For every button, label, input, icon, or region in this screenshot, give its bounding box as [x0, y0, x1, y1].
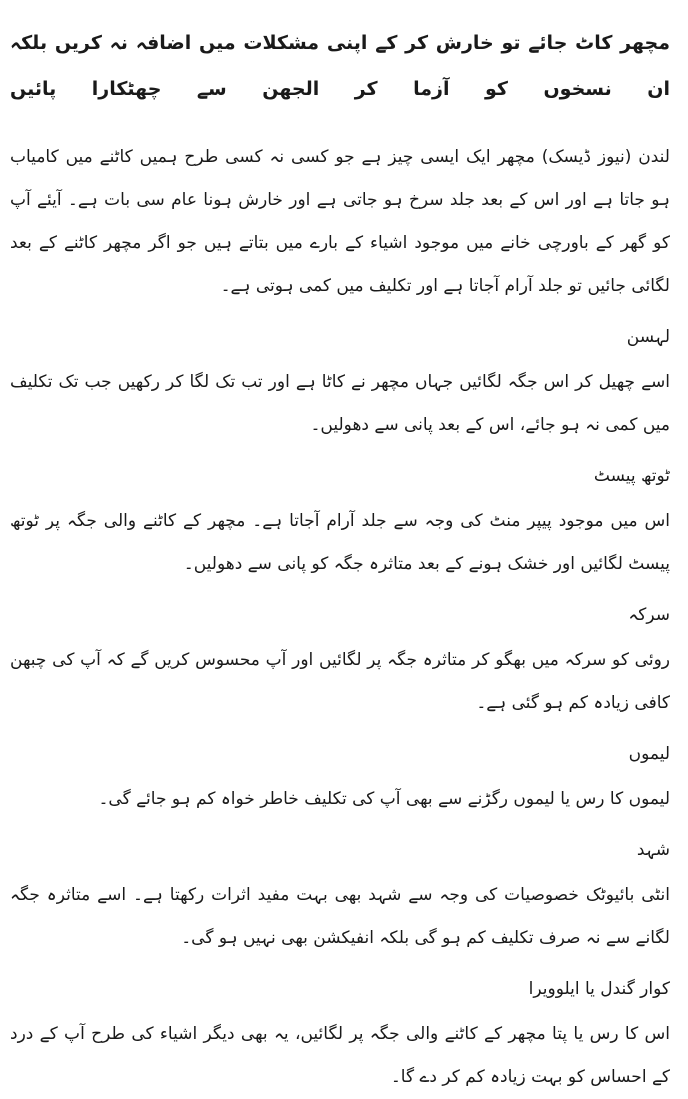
- remedy-body-aloe-vera: اس کا رس یا پتا مچھر کے کاٹنے والی جگہ پر لگائیں، یہ بھی دیگر اشیاء کی طرح آپ کے درد کے احساس کو بہت زیادہ کم کر دے گا۔: [10, 1024, 670, 1087]
- remedy-heading-toothpaste: ٹوتھ پیسٹ: [593, 466, 670, 486]
- remedy-heading-lemon: لیموں: [628, 744, 670, 764]
- remedy-body-lemon: لیموں کا رس یا لیموں رگڑنے سے بھی آپ کی تکلیف خاطر خواہ کم ہو جائے گی۔: [98, 789, 670, 809]
- article-headline: مچھر کاٹ جائے تو خارش کر کے اپنی مشکلات میں اضافہ نہ کریں بلکہ ان نسخوں کو آزما کر الجھن سے چھٹکارا پائیں: [10, 32, 670, 100]
- remedy-body-vinegar: روئی کو سرکہ میں بھگو کر متاثرہ جگہ پر لگائیں اور آپ محسوس کریں گے کہ آپ کی چبھن کافی زیادہ کم ہو گئی ہے۔: [10, 650, 670, 713]
- remedy-heading-honey: شہد: [636, 840, 670, 860]
- remedy-heading-vinegar: سرکہ: [628, 605, 670, 625]
- remedy-body-honey: انٹی بائیوٹک خصوصیات کی وجہ سے شہد بھی بہت مفید اثرات رکھتا ہے۔ اسے متاثرہ جگہ لگانے سے نہ صرف تکلیف کم ہو گی بلکہ انفیکشن بھی نہیں ہو گی۔: [10, 885, 670, 948]
- section-garlic: [10, 316, 670, 447]
- remedy-body-garlic: اسے چھیل کر اس جگہ لگائیں جہاں مچھر نے کاٹا ہے اور تب تک لگا کر رکھیں جب تک تکلیف میں کمی نہ ہو جائے، اس کے بعد پانی سے دھولیں۔: [10, 372, 670, 435]
- section-honey: [10, 829, 670, 960]
- section-lemon: [10, 733, 670, 821]
- remedy-body-toothpaste: اس میں موجود پیپر منٹ کی وجہ سے جلد آرام آجاتا ہے۔ مچھر کے کاٹنے والی جگہ پر ٹوتھ پیسٹ لگائیں اور خشک ہونے کے بعد متاثرہ جگہ کو پانی سے دھولیں۔: [10, 511, 670, 574]
- section-toothpaste: [10, 455, 670, 586]
- section-aloe-vera: [10, 968, 670, 1099]
- article-intro-paragraph: لندن (نیوز ڈیسک) مچھر ایک ایسی چیز ہے جو کسی نہ کسی طرح ہمیں کاٹنے میں کامیاب ہو جاتا ہے اور اس کے بعد جلد سرخ ہو جاتی ہے اور خارش ہونا عام سی بات ہے۔ آیئے آپ کو گھر کے باورچی خانے میں موجود اشیاء کے بارے میں بتاتے ہیں جو اگر مچھر کاٹنے کے بعد لگائی جائیں تو جلد آرام آجاتا ہے اور تکلیف میں کمی ہوتی ہے۔: [10, 147, 670, 296]
- remedy-heading-aloe-vera: کوار گندل یا ایلوویرا: [528, 979, 670, 999]
- section-vinegar: [10, 594, 670, 725]
- remedy-heading-garlic: لہسن: [626, 327, 670, 347]
